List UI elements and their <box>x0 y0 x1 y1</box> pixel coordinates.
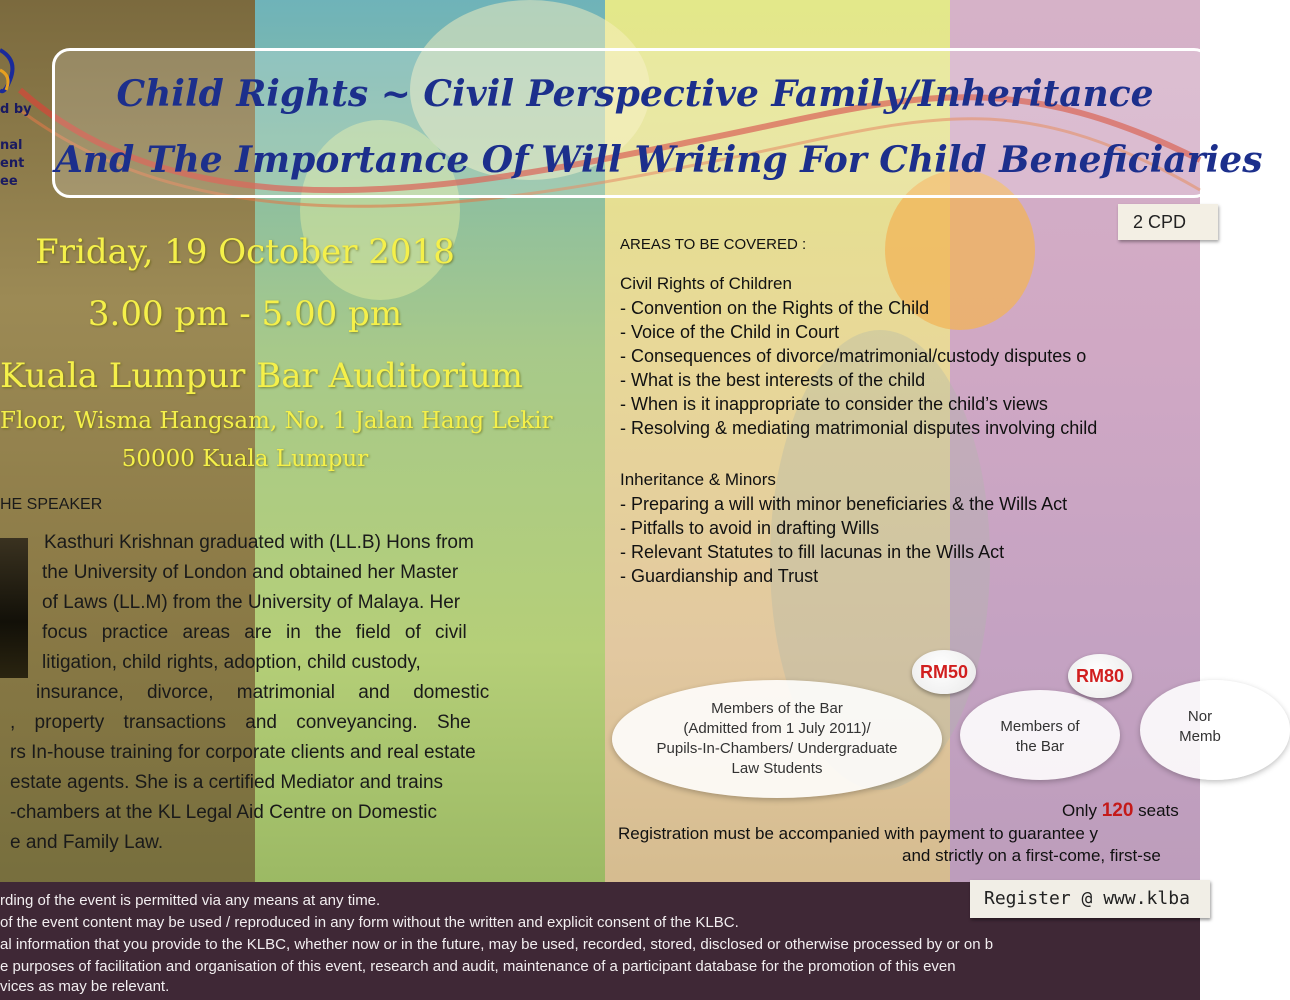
speaker-bio-line: rs In-house training for corporate clients and real estate <box>10 742 476 763</box>
speaker-bio-line: the University of London and obtained her Master <box>42 562 459 583</box>
speaker-bio-line: estate agents. She is a certified Mediator and trains <box>10 772 444 793</box>
event-address-line-1: Floor, Wisma Hangsam, No. 1 Jalan Hang Lekir <box>0 408 553 434</box>
speaker-bio-line: focus practice areas are in the field of civil <box>42 622 467 643</box>
logo-text-line: d by <box>0 102 32 117</box>
topic-item: - Pitfalls to avoid in drafting Wills <box>620 518 880 538</box>
fee-oval-members <box>960 690 1120 780</box>
logo-text-line: ent <box>0 156 25 171</box>
speaker-bio-line: litigation, child rights, adoption, child custody, <box>42 652 421 673</box>
footer-line: of the event content may be used / reproduced in any form without the written and explicit consent of the KLBC. <box>0 914 739 931</box>
registration-note-line-1: Registration must be accompanied with payment to guarantee y <box>618 824 1099 843</box>
fee-label-line: Members of the Bar <box>711 700 843 717</box>
seats-suffix: seats <box>1138 801 1179 820</box>
footer-line: vices as may be relevant. <box>0 978 170 995</box>
footer-line: al information that you provide to the KLBC, whether now or in the future, may be used, recorded, stored, disclosed or otherwise processed by or on b <box>0 936 994 953</box>
fee-label-line: (Admitted from 1 July 2011)/ <box>683 720 871 737</box>
topic-item: - When is it inappropriate to consider the child’s views <box>620 394 1048 414</box>
topic-item: - What is the best interests of the child <box>620 370 926 390</box>
title-line-1: Child Rights ~ Civil Perspective Family/Inheritance <box>116 73 1154 115</box>
speaker-photo <box>0 538 28 678</box>
fee-label-line: Members of <box>1000 718 1080 735</box>
fee-label-line: the Bar <box>1015 738 1065 755</box>
areas-heading: AREAS TO BE COVERED : <box>620 236 807 253</box>
price-badge-rm50: RM50 <box>912 650 976 694</box>
speaker-bio-line: of Laws (LL.M) from the University of Malaya. Her <box>42 592 461 613</box>
title-line-2: And The Importance Of Will Writing For Child Beneficiaries <box>55 139 1263 181</box>
seats-count: 120 <box>1101 800 1134 821</box>
speaker-heading: HE SPEAKER <box>0 496 103 513</box>
event-date: Friday, 19 October 2018 <box>35 232 455 272</box>
event-time: 3.00 pm - 5.00 pm <box>87 294 403 334</box>
cpd-badge: 2 CPD <box>1118 204 1218 240</box>
fee-label-line: Memb <box>1179 728 1221 745</box>
topic-item: - Relevant Statutes to fill lacunas in the Wills Act <box>620 542 1005 562</box>
fee-label-line: Law Students <box>731 760 823 777</box>
topic-item: - Guardianship and Trust <box>620 566 819 586</box>
seats-prefix: Only <box>1062 801 1097 820</box>
speaker-bio-line: -chambers at the KL Legal Aid Centre on Domestic <box>10 802 438 823</box>
registration-note-line-2: and strictly on a first-come, first-se <box>902 846 1161 865</box>
logo-text-line: nal <box>0 138 23 153</box>
register-link[interactable]: Register @ www.klba <box>970 880 1210 918</box>
section-title-civil-rights: Civil Rights of Children <box>620 274 792 293</box>
title-banner <box>52 48 1263 198</box>
speaker-bio-line: , property transactions and conveyancing. She <box>10 712 471 733</box>
footer-line: rding of the event is permitted via any means at any time. <box>0 892 381 909</box>
price-badge-rm80: RM80 <box>1068 654 1132 698</box>
speaker-bio-line: e and Family Law. <box>10 832 164 853</box>
logo-text-line: ee <box>0 174 18 189</box>
event-venue: Kuala Lumpur Bar Auditorium <box>0 356 524 396</box>
speaker-bio-line: Kasthuri Krishnan graduated with (LL.B) Hons from <box>44 532 474 553</box>
fee-label-line: Pupils-In-Chambers/ Undergraduate <box>656 740 898 757</box>
fee-oval-non-members <box>1140 680 1290 780</box>
topic-item: - Convention on the Rights of the Child <box>620 298 930 318</box>
fee-oval-members-2011 <box>612 680 942 798</box>
event-address-line-2: 50000 Kuala Lumpur <box>121 446 369 472</box>
section-title-inheritance: Inheritance & Minors <box>620 470 776 489</box>
klbc-logo <box>0 40 60 190</box>
topic-item: - Voice of the Child in Court <box>620 322 840 342</box>
topic-item: - Consequences of divorce/matrimonial/custody disputes o <box>620 346 1087 366</box>
fee-label-line: Nor <box>1187 708 1213 725</box>
topic-item: - Resolving & mediating matrimonial disputes involving child <box>620 418 1098 438</box>
footer-line: e purposes of facilitation and organisation of this event, research and audit, maintenance of a participant database for the promotion of this even <box>0 958 956 975</box>
topic-item: - Preparing a will with minor beneficiaries & the Wills Act <box>620 494 1068 514</box>
seats-note <box>1062 800 1179 822</box>
speaker-bio-line: insurance, divorce, matrimonial and domestic <box>36 682 490 703</box>
